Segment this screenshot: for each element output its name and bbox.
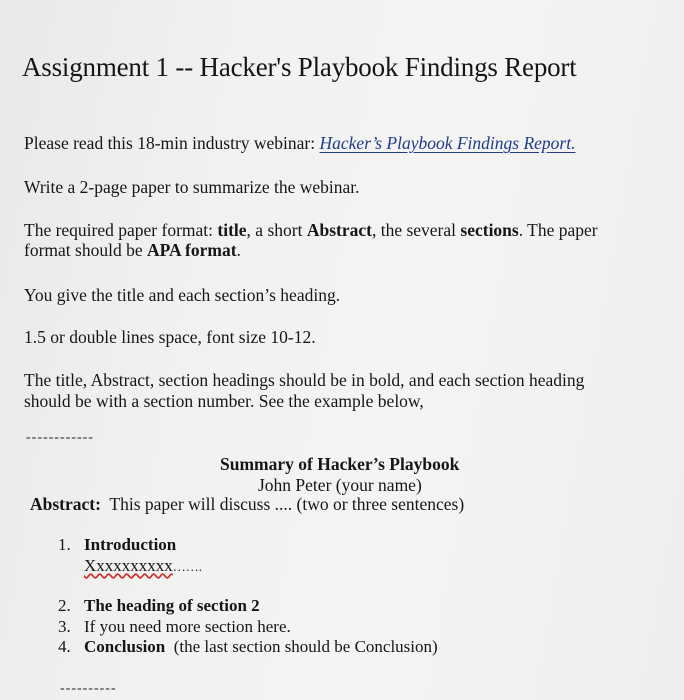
format-text: , a short bbox=[246, 220, 307, 240]
format-bold-sections: sections bbox=[460, 220, 519, 240]
instruction-spacing: 1.5 or double lines space, font size 10-12. bbox=[24, 327, 316, 347]
format-bold-abstract: Abstract bbox=[306, 220, 372, 240]
section-note: If you need more section here. bbox=[84, 617, 291, 636]
instruction-summary: Write a 2-page paper to summarize the webinar. bbox=[24, 177, 360, 197]
placeholder-dots: ……. bbox=[172, 559, 203, 574]
section-1-body bbox=[84, 556, 202, 576]
section-heading: The heading of section 2 bbox=[84, 596, 260, 615]
format-text: format should be bbox=[24, 240, 147, 260]
section-heading: Conclusion bbox=[84, 637, 166, 656]
section-number: 2. bbox=[58, 596, 71, 615]
section-item-3 bbox=[58, 617, 291, 637]
abstract-text: This paper will discuss .... (two or three sentences) bbox=[109, 494, 465, 514]
section-item-4 bbox=[58, 637, 438, 657]
format-text: The required paper format: bbox=[24, 220, 218, 240]
section-item-1 bbox=[58, 535, 176, 555]
section-note: (the last section should be Conclusion) bbox=[173, 637, 438, 656]
intro-text: Please read this 18-min industry webinar: bbox=[24, 133, 320, 153]
section-number: 4. bbox=[58, 637, 71, 656]
format-bold-apa: APA format bbox=[146, 240, 237, 260]
format-bold-title: title bbox=[217, 220, 247, 240]
separator-top: ------------ bbox=[26, 430, 94, 445]
assignment-title: Assignment 1 -- Hacker's Playbook Findings Report bbox=[22, 52, 577, 82]
instruction-bold-line-1: The title, Abstract, section headings should be in bold, and each section heading bbox=[24, 370, 585, 390]
format-text: , the several bbox=[371, 220, 461, 240]
instruction-bold-line-2: should be with a section number. See the example below, bbox=[24, 391, 424, 411]
webinar-link-display[interactable]: Hacker’s Playbook Findings Report. bbox=[319, 133, 576, 153]
instruction-headings: You give the title and each section’s heading. bbox=[24, 285, 341, 305]
intro-line bbox=[24, 133, 575, 154]
format-line-2 bbox=[24, 240, 241, 261]
section-item-2 bbox=[58, 596, 260, 616]
format-text: . bbox=[236, 240, 241, 260]
placeholder-text: Xxxxxxxxxx bbox=[84, 556, 173, 575]
example-paper-title: Summary of Hacker’s Playbook bbox=[220, 454, 460, 474]
format-text: . The paper bbox=[518, 220, 598, 240]
format-line-1 bbox=[24, 220, 598, 241]
example-author: John Peter (your name) bbox=[258, 475, 422, 495]
separator-bottom: ---------- bbox=[60, 681, 117, 696]
abstract-label: Abstract: bbox=[30, 494, 101, 514]
section-number: 3. bbox=[58, 617, 71, 636]
section-heading: Introduction bbox=[84, 535, 177, 554]
example-abstract bbox=[30, 494, 464, 515]
section-number: 1. bbox=[58, 535, 71, 554]
